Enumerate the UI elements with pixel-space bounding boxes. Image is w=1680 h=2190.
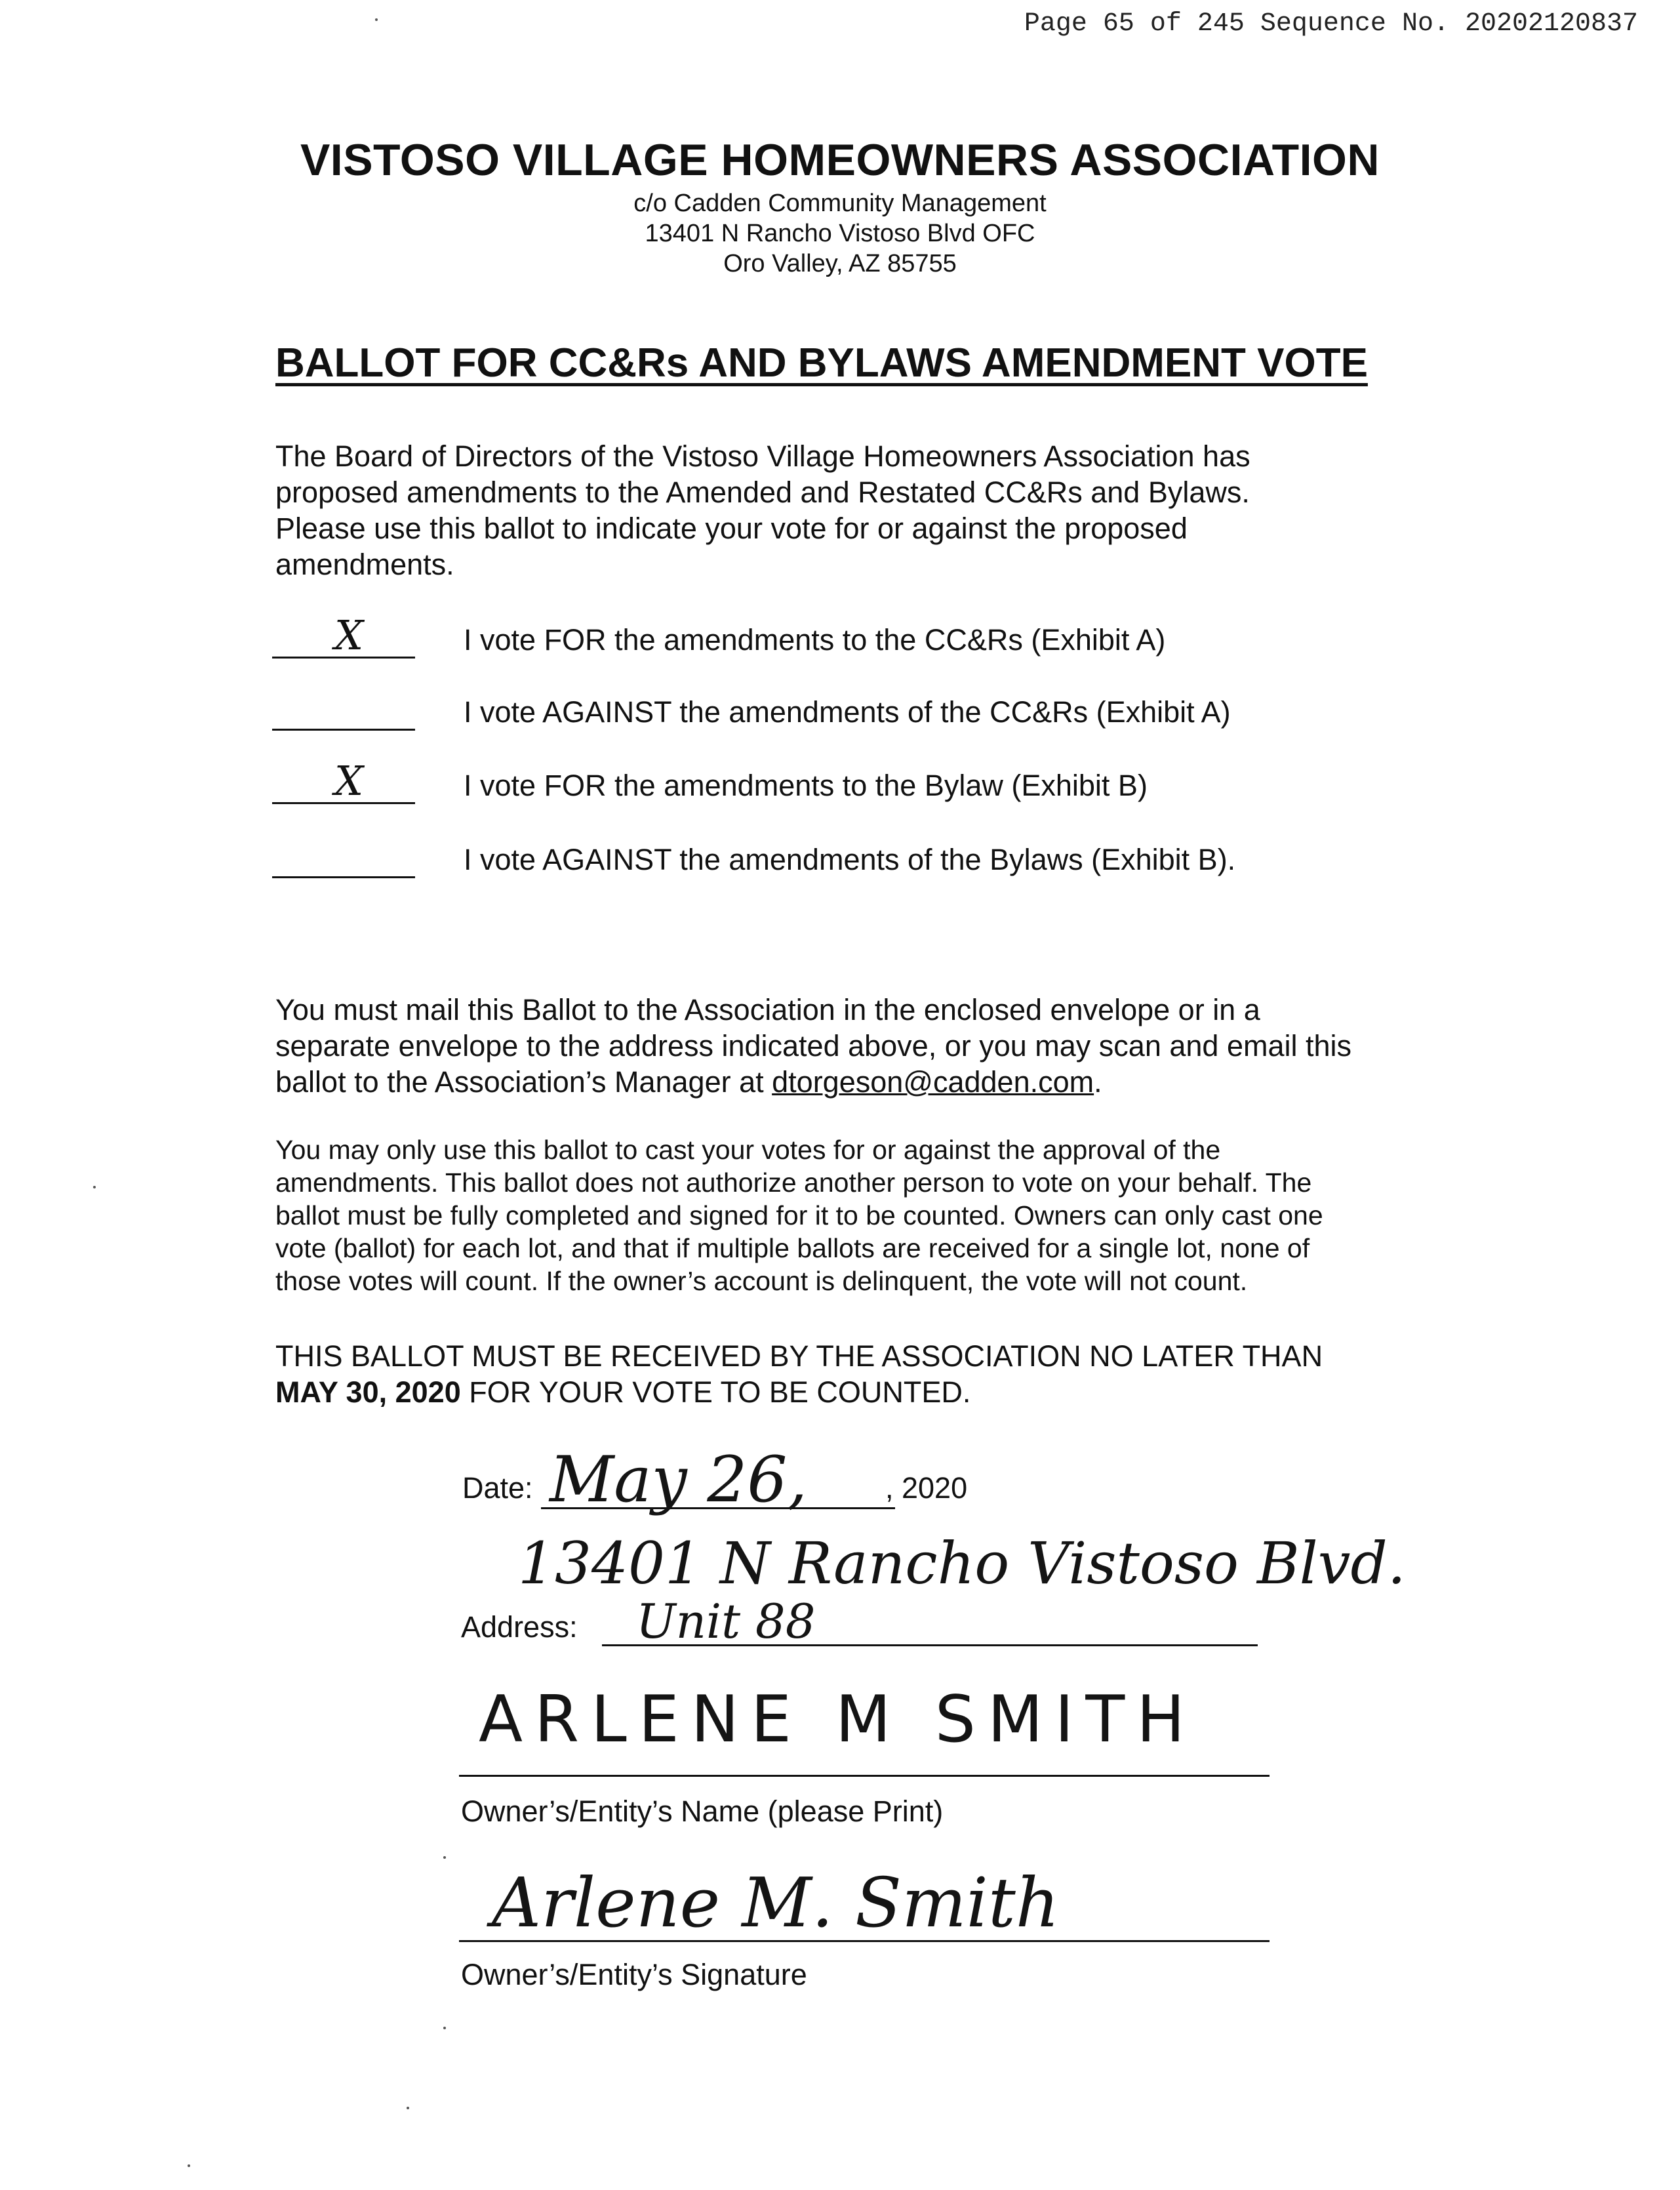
owner-name-line	[459, 1775, 1270, 1777]
signature-label: Owner’s/Entity’s Signature	[461, 1958, 807, 1991]
date-field-value[interactable]: May 26,	[550, 1443, 807, 1516]
mail-line: separate envelope to the address indicated above, or you may scan and email this	[275, 1029, 1352, 1063]
date-label: Date:	[462, 1471, 533, 1505]
organization-name: VISTOSO VILLAGE HOMEOWNERS ASSOCIATION	[300, 135, 1380, 185]
scan-speck	[443, 1856, 446, 1859]
scan-speck	[407, 2107, 409, 2109]
owner-name-label: Owner’s/Entity’s Name (please Print)	[461, 1795, 944, 1828]
vote-option-for-ccrs[interactable]	[272, 611, 1452, 662]
vote-option-against-bylaws[interactable]	[272, 836, 1452, 882]
scan-speck	[188, 2164, 190, 2167]
scan-speck	[93, 1186, 96, 1188]
mail-line: You must mail this Ballot to the Association in the enclosed envelope or in a	[275, 993, 1260, 1026]
ballot-title: BALLOT FOR CC&Rs AND BYLAWS AMENDMENT VOTE	[275, 340, 1368, 386]
scan-speck	[375, 18, 378, 21]
mail-line-prefix: ballot to the Association’s Manager at	[275, 1065, 772, 1099]
vote-option-label: I vote FOR the amendments to the Bylaw (Exhibit B)	[464, 769, 1148, 802]
vote-option-for-bylaws[interactable]	[272, 757, 1452, 808]
rules-line: You may only use this ballot to cast your votes for or against the approval of the	[275, 1135, 1221, 1165]
address-field-value-line-1[interactable]: 13401 N Rancho Vistoso Blvd.	[518, 1530, 1406, 1597]
vote-option-label: I vote FOR the amendments to the CC&Rs (Exhibit A)	[464, 623, 1166, 657]
deadline-notice	[275, 1338, 1416, 1410]
vote-option-label: I vote AGAINST the amendments of the CC&Rs (Exhibit A)	[464, 695, 1231, 729]
deadline-line: THIS BALLOT MUST BE RECEIVED BY THE ASSOCIATION NO LATER THAN	[275, 1339, 1323, 1373]
vote-blank-line	[272, 729, 415, 731]
intro-line: Please use this ballot to indicate your vote for or against the proposed	[275, 512, 1188, 545]
page-sequence-header: Page 65 of 245 Sequence No. 20202120837	[1024, 9, 1638, 39]
rules-line: those votes will count. If the owner’s account is delinquent, the vote will not count.	[275, 1266, 1248, 1296]
mail-instructions	[275, 992, 1416, 1100]
vote-check-mark: X	[334, 757, 364, 805]
organization-address-line-3: Oro Valley, AZ 85755	[723, 250, 957, 277]
address-field-value-line-2[interactable]: Unit 88	[636, 1594, 816, 1649]
rules-line: vote (ballot) for each lot, and that if multiple ballots are received for a single lot, none of	[275, 1233, 1310, 1263]
deadline-line	[275, 1374, 1416, 1410]
scan-speck	[443, 2027, 446, 2029]
date-year-suffix: , 2020	[885, 1471, 968, 1505]
mail-line	[275, 1064, 1416, 1100]
organization-address-line-1: c/o Cadden Community Management	[633, 190, 1047, 217]
organization-address-line-2: 13401 N Rancho Vistoso Blvd OFC	[645, 220, 1035, 247]
owner-signature[interactable]: Arlene M. Smith	[492, 1863, 1060, 1943]
intro-line: amendments.	[275, 548, 454, 581]
mail-line-suffix: .	[1094, 1065, 1102, 1099]
manager-email-link[interactable]: dtorgeson@cadden.com	[772, 1065, 1094, 1099]
deadline-suffix: FOR YOUR VOTE TO BE COUNTED.	[460, 1375, 971, 1409]
vote-blank-line	[272, 876, 415, 878]
intro-line: proposed amendments to the Amended and Restated CC&Rs and Bylaws.	[275, 476, 1250, 509]
owner-name-value[interactable]: ARLENE M SMITH	[479, 1682, 1197, 1757]
vote-option-against-ccrs[interactable]	[272, 689, 1452, 735]
intro-line: The Board of Directors of the Vistoso Village Homeowners Association has	[275, 439, 1250, 473]
vote-option-label: I vote AGAINST the amendments of the Bylaws (Exhibit B).	[464, 843, 1236, 876]
address-label: Address:	[461, 1610, 578, 1644]
ballot-rules-paragraph	[275, 1133, 1416, 1297]
intro-paragraph	[275, 438, 1416, 582]
rules-line: ballot must be fully completed and signed for it to be counted. Owners can only cast one	[275, 1200, 1323, 1230]
deadline-date: MAY 30, 2020	[275, 1375, 461, 1409]
rules-line: amendments. This ballot does not authorize another person to vote on your behalf. The	[275, 1167, 1312, 1198]
signature-line	[459, 1940, 1270, 1942]
vote-check-mark: X	[334, 611, 364, 659]
